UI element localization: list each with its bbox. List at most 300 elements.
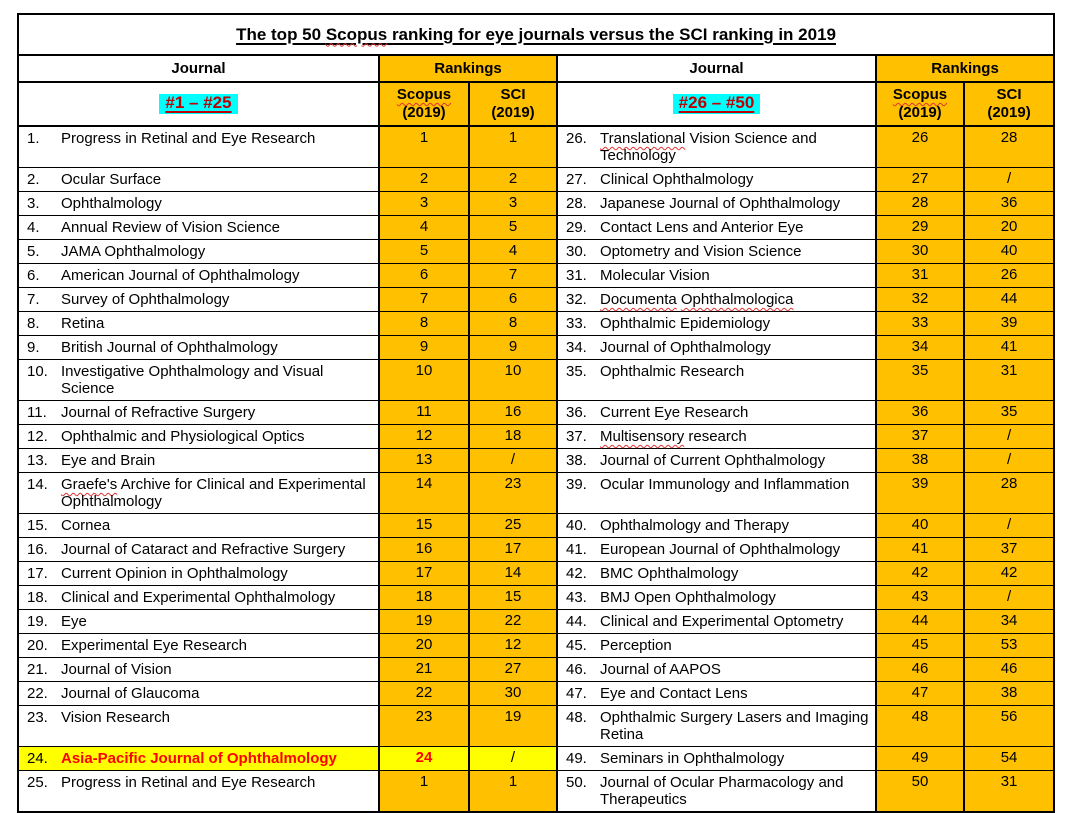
header-row-groups xyxy=(18,55,1054,82)
journal-name: Translational Vision Science and Technology xyxy=(600,130,817,164)
row-number: 12. xyxy=(27,428,48,445)
sci-rank-cell-right: 28 xyxy=(964,473,1054,514)
spellcheck-word: Ophthalmologica xyxy=(680,291,794,308)
row-number: 26. xyxy=(566,130,587,147)
journal-name: Journal of Ocular Pharmacology and Therapeutics xyxy=(600,774,844,808)
journal-name: Vision Research xyxy=(61,709,170,726)
journal-cell-right xyxy=(557,706,876,747)
row-number: 39. xyxy=(566,476,587,493)
journal-cell-left xyxy=(18,360,379,401)
scopus-rank-cell-right: 36 xyxy=(876,401,964,425)
scopus-rank-cell-right: 43 xyxy=(876,586,964,610)
row-number: 27. xyxy=(566,171,587,188)
rankings-header-right: Rankings xyxy=(876,55,1054,82)
row-number: 17. xyxy=(27,565,48,582)
sci-rank-cell-left: 5 xyxy=(469,216,557,240)
scopus-rank-cell-right: 37 xyxy=(876,425,964,449)
journal-name: Molecular Vision xyxy=(600,267,710,284)
scopus-rank-cell-right: 33 xyxy=(876,312,964,336)
journal-name: Journal of Glaucoma xyxy=(61,685,200,702)
journal-cell-right xyxy=(557,360,876,401)
scopus-rank-cell-left: 24 xyxy=(379,747,469,771)
scopus-rank-cell-right: 40 xyxy=(876,514,964,538)
journal-cell-right xyxy=(557,240,876,264)
journal-name: Journal of Vision xyxy=(61,661,172,678)
journal-name: Ophthalmology and Therapy xyxy=(600,517,790,534)
range-cell-right xyxy=(557,82,876,126)
row-number: 38. xyxy=(566,452,587,469)
journal-name: Current Eye Research xyxy=(600,404,749,421)
journal-cell-left xyxy=(18,682,379,706)
journal-cell-right xyxy=(557,610,876,634)
scopus-rank-cell-left: 21 xyxy=(379,658,469,682)
row-number: 15. xyxy=(27,517,48,534)
sci-year-left: (2019) xyxy=(491,104,535,121)
journal-name: Eye xyxy=(61,613,87,630)
row-number: 50. xyxy=(566,774,587,791)
sci-rank-cell-left: 6 xyxy=(469,288,557,312)
row-number: 18. xyxy=(27,589,48,606)
sci-rank-cell-right: 37 xyxy=(964,538,1054,562)
table-row xyxy=(18,473,1054,514)
scopus-rank-cell-right: 28 xyxy=(876,192,964,216)
sci-rank-cell-left: 8 xyxy=(469,312,557,336)
table-row xyxy=(18,658,1054,682)
row-number: 28. xyxy=(566,195,587,212)
sci-rank-cell-left: 3 xyxy=(469,192,557,216)
sci-rank-cell-right: 35 xyxy=(964,401,1054,425)
journal-cell-right xyxy=(557,168,876,192)
sci-rank-cell-right: / xyxy=(964,586,1054,610)
row-number: 43. xyxy=(566,589,587,606)
row-number: 14. xyxy=(27,476,48,493)
journal-cell-left xyxy=(18,216,379,240)
table-row xyxy=(18,514,1054,538)
journal-name: Current Opinion in Ophthalmology xyxy=(61,565,288,582)
table-row xyxy=(18,682,1054,706)
sci-rank-cell-left: 16 xyxy=(469,401,557,425)
row-number: 5. xyxy=(27,243,40,260)
scopus-rank-cell-left: 9 xyxy=(379,336,469,360)
table-row xyxy=(18,168,1054,192)
journal-cell-right xyxy=(557,747,876,771)
journal-cell-left xyxy=(18,514,379,538)
scopus-rank-cell-left: 7 xyxy=(379,288,469,312)
journal-cell-right xyxy=(557,562,876,586)
spellcheck-word: Documenta xyxy=(600,291,677,308)
journal-cell-right xyxy=(557,312,876,336)
table-row xyxy=(18,192,1054,216)
journal-name: Journal of AAPOS xyxy=(600,661,721,678)
journal-name: Progress in Retinal and Eye Research xyxy=(61,130,316,147)
journal-cell-right xyxy=(557,192,876,216)
journal-name: British Journal of Ophthalmology xyxy=(61,339,278,356)
row-number: 25. xyxy=(27,774,48,791)
journal-cell-left xyxy=(18,706,379,747)
journal-cell-right xyxy=(557,336,876,360)
journal-name: Retina xyxy=(61,315,105,332)
scopus-rank-cell-right: 48 xyxy=(876,706,964,747)
table-row xyxy=(18,538,1054,562)
title-row xyxy=(18,14,1054,55)
journal-cell-right xyxy=(557,126,876,168)
row-number: 2. xyxy=(27,171,40,188)
journal-cell-left xyxy=(18,192,379,216)
sci-rank-cell-left: 1 xyxy=(469,126,557,168)
journal-name: Seminars in Ophthalmology xyxy=(600,750,785,767)
journal-cell-right xyxy=(557,449,876,473)
header-row-columns xyxy=(18,82,1054,126)
journal-cell-left xyxy=(18,658,379,682)
sci-rank-cell-right: 46 xyxy=(964,658,1054,682)
row-number: 24. xyxy=(27,750,48,767)
scopus-rank-cell-right: 34 xyxy=(876,336,964,360)
scopus-rank-cell-right: 31 xyxy=(876,264,964,288)
sci-rank-cell-left: 15 xyxy=(469,586,557,610)
table-row xyxy=(18,634,1054,658)
journal-cell-right xyxy=(557,216,876,240)
scopus-rank-cell-right: 41 xyxy=(876,538,964,562)
journal-cell-right xyxy=(557,264,876,288)
journal-name: Survey of Ophthalmology xyxy=(61,291,230,308)
journal-header-right: Journal xyxy=(557,55,876,82)
sci-rank-cell-left: 2 xyxy=(469,168,557,192)
journal-name: Multisensory research xyxy=(600,428,747,445)
table-row xyxy=(18,706,1054,747)
journal-cell-left xyxy=(18,747,379,771)
row-number: 47. xyxy=(566,685,587,702)
journal-cell-right xyxy=(557,586,876,610)
journal-name: Perception xyxy=(600,637,672,654)
scopus-rank-cell-left: 20 xyxy=(379,634,469,658)
scopus-rank-cell-right: 47 xyxy=(876,682,964,706)
journal-cell-left xyxy=(18,288,379,312)
row-number: 31. xyxy=(566,267,587,284)
sci-rank-cell-right: 40 xyxy=(964,240,1054,264)
sci-rank-cell-right: 39 xyxy=(964,312,1054,336)
table-row xyxy=(18,288,1054,312)
journal-name: Japanese Journal of Ophthalmology xyxy=(600,195,841,212)
journal-cell-left xyxy=(18,610,379,634)
table-row xyxy=(18,747,1054,771)
sci-rank-cell-left: 9 xyxy=(469,336,557,360)
table-row xyxy=(18,264,1054,288)
row-number: 20. xyxy=(27,637,48,654)
row-number: 44. xyxy=(566,613,587,630)
sci-rank-cell-left: / xyxy=(469,449,557,473)
journal-name: Clinical and Experimental Ophthalmology xyxy=(61,589,336,606)
row-number: 11. xyxy=(27,404,47,421)
sci-rank-cell-left: 22 xyxy=(469,610,557,634)
rankings-table xyxy=(17,13,1055,813)
scopus-word-left: Scopus xyxy=(396,86,452,103)
sci-rank-cell-right: 26 xyxy=(964,264,1054,288)
journal-name: BMC Ophthalmology xyxy=(600,565,739,582)
sci-rank-cell-left: 7 xyxy=(469,264,557,288)
journal-cell-left xyxy=(18,771,379,813)
row-number: 30. xyxy=(566,243,587,260)
journal-name: Journal of Cataract and Refractive Surgery xyxy=(61,541,346,558)
journal-cell-left xyxy=(18,312,379,336)
row-number: 21. xyxy=(27,661,48,678)
table-row xyxy=(18,312,1054,336)
row-number: 4. xyxy=(27,219,40,236)
scopus-rank-cell-left: 4 xyxy=(379,216,469,240)
row-number: 48. xyxy=(566,709,587,726)
scopus-rank-cell-right: 30 xyxy=(876,240,964,264)
table-body xyxy=(18,126,1054,812)
sci-rank-cell-right: 42 xyxy=(964,562,1054,586)
journal-name: Journal of Ophthalmology xyxy=(600,339,771,356)
journal-name: Cornea xyxy=(61,517,111,534)
journal-name: Asia-Pacific Journal of Ophthalmology xyxy=(61,750,337,767)
title-scopus-word: Scopus xyxy=(325,24,388,44)
journal-name: Clinical and Experimental Optometry xyxy=(600,613,844,630)
row-number: 36. xyxy=(566,404,587,421)
sci-header-left xyxy=(469,82,557,126)
journal-name: Progress in Retinal and Eye Research xyxy=(61,774,316,791)
scopus-rank-cell-right: 50 xyxy=(876,771,964,813)
journal-cell-left xyxy=(18,240,379,264)
scopus-rank-cell-left: 13 xyxy=(379,449,469,473)
scopus-rank-cell-left: 2 xyxy=(379,168,469,192)
row-number: 23. xyxy=(27,709,48,726)
journal-name: Eye and Brain xyxy=(61,452,156,469)
scopus-header-left xyxy=(379,82,469,126)
row-number: 22. xyxy=(27,685,48,702)
row-number: 33. xyxy=(566,315,587,332)
sci-word-left: SCI xyxy=(500,86,526,103)
journal-cell-right xyxy=(557,538,876,562)
journal-cell-left xyxy=(18,168,379,192)
scopus-rank-cell-right: 26 xyxy=(876,126,964,168)
sci-header-right xyxy=(964,82,1054,126)
journal-name: BMJ Open Ophthalmology xyxy=(600,589,776,606)
journal-cell-right xyxy=(557,658,876,682)
sci-rank-cell-left: 27 xyxy=(469,658,557,682)
table-row xyxy=(18,449,1054,473)
table-row xyxy=(18,610,1054,634)
journal-cell-left xyxy=(18,449,379,473)
scopus-rank-cell-right: 35 xyxy=(876,360,964,401)
sci-rank-cell-right: / xyxy=(964,168,1054,192)
range-label-left: #1 – #25 xyxy=(159,94,237,114)
row-number: 3. xyxy=(27,195,40,212)
sci-rank-cell-left: / xyxy=(469,747,557,771)
row-number: 6. xyxy=(27,267,40,284)
journal-cell-left xyxy=(18,634,379,658)
range-label-right: #26 – #50 xyxy=(673,94,761,114)
row-number: 46. xyxy=(566,661,587,678)
scopus-rank-cell-right: 46 xyxy=(876,658,964,682)
sci-rank-cell-left: 12 xyxy=(469,634,557,658)
spellcheck-word: Multisensory xyxy=(600,428,685,445)
scopus-year-left: (2019) xyxy=(402,104,446,121)
spellcheck-word: Translational xyxy=(600,130,686,147)
row-number: 9. xyxy=(27,339,40,356)
sci-rank-cell-left: 25 xyxy=(469,514,557,538)
sci-year-right: (2019) xyxy=(987,104,1031,121)
scopus-rank-cell-left: 17 xyxy=(379,562,469,586)
row-number: 45. xyxy=(566,637,587,654)
journal-name: Journal of Current Ophthalmology xyxy=(600,452,826,469)
journal-cell-left xyxy=(18,538,379,562)
scopus-rank-cell-left: 11 xyxy=(379,401,469,425)
row-number: 32. xyxy=(566,291,587,308)
sci-word-right: SCI xyxy=(996,86,1022,103)
sci-rank-cell-left: 10 xyxy=(469,360,557,401)
row-number: 40. xyxy=(566,517,587,534)
journal-name: Eye and Contact Lens xyxy=(600,685,748,702)
scopus-rank-cell-left: 8 xyxy=(379,312,469,336)
table-row xyxy=(18,562,1054,586)
sci-rank-cell-left: 17 xyxy=(469,538,557,562)
journal-name: Ophthalmic and Physiological Optics xyxy=(61,428,305,445)
row-number: 42. xyxy=(566,565,587,582)
journal-name: American Journal of Ophthalmology xyxy=(61,267,300,284)
row-number: 7. xyxy=(27,291,40,308)
journal-name: European Journal of Ophthalmology xyxy=(600,541,841,558)
scopus-rank-cell-left: 19 xyxy=(379,610,469,634)
journal-cell-right xyxy=(557,771,876,813)
scopus-rank-cell-right: 29 xyxy=(876,216,964,240)
journal-cell-right xyxy=(557,634,876,658)
scopus-rank-cell-left: 14 xyxy=(379,473,469,514)
journal-cell-left xyxy=(18,126,379,168)
journal-name: Ocular Immunology and Inflammation xyxy=(600,476,850,493)
journal-name: Optometry and Vision Science xyxy=(600,243,802,260)
title-pre: The top 50 xyxy=(236,24,326,44)
scopus-rank-cell-right: 38 xyxy=(876,449,964,473)
scopus-rank-cell-right: 39 xyxy=(876,473,964,514)
sci-rank-cell-right: 31 xyxy=(964,360,1054,401)
table-row xyxy=(18,771,1054,813)
journal-cell-right xyxy=(557,473,876,514)
scopus-header-right xyxy=(876,82,964,126)
title-cell xyxy=(18,14,1054,55)
journal-name: Annual Review of Vision Science xyxy=(61,219,281,236)
sci-rank-cell-right: 41 xyxy=(964,336,1054,360)
scopus-rank-cell-left: 6 xyxy=(379,264,469,288)
sci-rank-cell-left: 14 xyxy=(469,562,557,586)
row-number: 8. xyxy=(27,315,40,332)
scopus-rank-cell-left: 3 xyxy=(379,192,469,216)
journal-cell-left xyxy=(18,264,379,288)
sci-rank-cell-left: 1 xyxy=(469,771,557,813)
journal-name: Clinical Ophthalmology xyxy=(600,171,754,188)
table-row xyxy=(18,401,1054,425)
journal-name xyxy=(600,291,870,308)
sci-rank-cell-left: 23 xyxy=(469,473,557,514)
sci-rank-cell-right: 28 xyxy=(964,126,1054,168)
journal-cell-right xyxy=(557,401,876,425)
sci-rank-cell-right: 20 xyxy=(964,216,1054,240)
sci-rank-cell-right: 56 xyxy=(964,706,1054,747)
table-row xyxy=(18,126,1054,168)
sci-rank-cell-right: / xyxy=(964,514,1054,538)
journal-name: Contact Lens and Anterior Eye xyxy=(600,219,804,236)
journal-cell-left xyxy=(18,586,379,610)
table-row xyxy=(18,425,1054,449)
scopus-rank-cell-left: 1 xyxy=(379,126,469,168)
journal-name: Ophthalmic Epidemiology xyxy=(600,315,771,332)
sci-rank-cell-left: 18 xyxy=(469,425,557,449)
sci-rank-cell-right: 34 xyxy=(964,610,1054,634)
scopus-rank-cell-left: 10 xyxy=(379,360,469,401)
journal-name: Ocular Surface xyxy=(61,171,162,188)
scopus-rank-cell-left: 23 xyxy=(379,706,469,747)
journal-name: JAMA Ophthalmology xyxy=(61,243,206,260)
journal-cell-right xyxy=(557,425,876,449)
row-number: 16. xyxy=(27,541,48,558)
journal-name: Ophthalmology xyxy=(61,195,162,212)
scopus-rank-cell-left: 15 xyxy=(379,514,469,538)
journal-name: Graefe's Archive for Clinical and Experimental Ophthalmology xyxy=(61,476,366,510)
table-row xyxy=(18,360,1054,401)
journal-cell-right xyxy=(557,682,876,706)
row-number: 29. xyxy=(566,219,587,236)
row-number: 41. xyxy=(566,541,587,558)
journal-cell-right xyxy=(557,514,876,538)
row-number: 35. xyxy=(566,363,587,380)
sci-rank-cell-left: 30 xyxy=(469,682,557,706)
row-number: 19. xyxy=(27,613,48,630)
sci-rank-cell-right: / xyxy=(964,449,1054,473)
sci-rank-cell-right: 44 xyxy=(964,288,1054,312)
row-number: 37. xyxy=(566,428,587,445)
scopus-rank-cell-left: 12 xyxy=(379,425,469,449)
sci-rank-cell-right: 31 xyxy=(964,771,1054,813)
title-post: ranking for eye journals versus the SCI ranking in 2019 xyxy=(387,24,836,44)
scopus-rank-cell-right: 32 xyxy=(876,288,964,312)
sci-rank-cell-right: 54 xyxy=(964,747,1054,771)
journal-name: Journal of Refractive Surgery xyxy=(61,404,256,421)
scopus-rank-cell-left: 5 xyxy=(379,240,469,264)
scopus-rank-cell-left: 18 xyxy=(379,586,469,610)
scopus-rank-cell-right: 49 xyxy=(876,747,964,771)
table-row xyxy=(18,240,1054,264)
scopus-rank-cell-left: 16 xyxy=(379,538,469,562)
scopus-rank-cell-left: 22 xyxy=(379,682,469,706)
page-title xyxy=(236,25,836,44)
journal-cell-left xyxy=(18,562,379,586)
row-number: 34. xyxy=(566,339,587,356)
journal-cell-left xyxy=(18,401,379,425)
journal-cell-left xyxy=(18,336,379,360)
sci-rank-cell-right: 36 xyxy=(964,192,1054,216)
journal-cell-left xyxy=(18,425,379,449)
row-number: 1. xyxy=(27,130,40,147)
spellcheck-word: Graefe's xyxy=(61,476,118,493)
range-cell-left xyxy=(18,82,379,126)
journal-name: Experimental Eye Research xyxy=(61,637,247,654)
row-number: 10. xyxy=(27,363,48,380)
sci-rank-cell-right: 38 xyxy=(964,682,1054,706)
journal-name: Investigative Ophthalmology and Visual Science xyxy=(61,363,324,397)
scopus-word-right: Scopus xyxy=(892,86,948,103)
scopus-rank-cell-right: 45 xyxy=(876,634,964,658)
scopus-year-right: (2019) xyxy=(898,104,942,121)
journal-header-left: Journal xyxy=(18,55,379,82)
row-number: 49. xyxy=(566,750,587,767)
row-number: 13. xyxy=(27,452,48,469)
journal-name: Ophthalmic Surgery Lasers and Imaging Retina xyxy=(600,709,869,743)
sci-rank-cell-right: / xyxy=(964,425,1054,449)
journal-cell-right xyxy=(557,288,876,312)
sci-rank-cell-right: 53 xyxy=(964,634,1054,658)
scopus-rank-cell-left: 1 xyxy=(379,771,469,813)
rankings-header-left: Rankings xyxy=(379,55,557,82)
